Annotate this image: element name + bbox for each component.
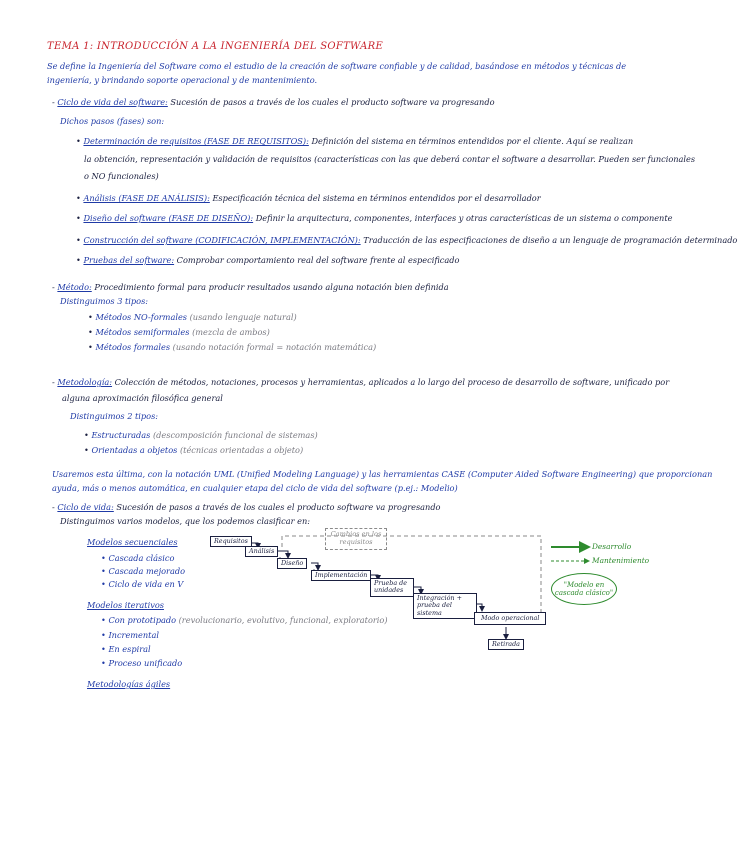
step-integracion: Integración + prueba del sistema [413, 593, 477, 619]
step-analisis: Análisis [245, 546, 278, 557]
metodologia-line2: alguna aproximación filosófica general [62, 393, 223, 403]
metodo-heading: Distinguimos 3 tipos: [60, 296, 149, 306]
metodo-item-2: • Métodos semiformales (mezcla de ambos) [88, 327, 270, 337]
fase-requisitos-line3: o NO funcionales) [84, 171, 159, 181]
step-prueba-unidades: Prueba de unidades [370, 578, 414, 597]
ciclo-software-term: Ciclo de vida del software: [57, 97, 168, 107]
fase-pruebas: • Pruebas del software: Comprobar comportamiento real del software frente al especificado [76, 255, 460, 265]
metodo-item-1: • Métodos NO-formales (usando lenguaje natural) [88, 312, 297, 322]
pasos-heading: Dichos pasos (fases) son: [60, 116, 165, 126]
metodologia-heading: Distinguimos 2 tipos: [70, 411, 159, 421]
modelos-iterativos-heading: Modelos iterativos [87, 600, 164, 610]
usaremos-line1: Usaremos esta última, con la notación UML (Unified Modeling Language) y las herramientas CASE (Computer Aided Software Engineering) que proporcionan [52, 469, 713, 479]
iterativo-item-2: • Incremental [101, 630, 159, 640]
step-implementacion: Implementación [311, 570, 371, 581]
ciclo-software-line: - Ciclo de vida del software: Sucesión de pasos a través de los cuales el producto software va progresando [52, 97, 495, 107]
fase-analisis: • Análisis (FASE DE ANÁLISIS): Especificación técnica del sistema en términos entendidos por el desarrollador [76, 193, 541, 203]
metodologia-item-1: • Estructuradas (descomposición funcional de sistemas) [84, 430, 318, 440]
modelos-secuenciales-heading: Modelos secuenciales [87, 537, 178, 547]
ciclo-software-def: Sucesión de pasos a través de los cuales el producto software va progresando [167, 97, 495, 107]
secuencial-item-3: • Ciclo de vida en V [101, 579, 184, 589]
ciclo-vida-heading: Distinguimos varios modelos, que los podemos clasificar en: [60, 516, 310, 526]
step-diseno: Diseño [277, 558, 307, 569]
secuencial-item-2: • Cascada mejorado [101, 566, 186, 576]
iterativo-item-1: • Con prototipado (revolucionario, evolutivo, funcional, exploratorio) [101, 615, 388, 625]
modelo-cascada-oval: "Modelo en cascada clásico" [551, 573, 617, 605]
cambios-requisitos-label: Cambios en los requisitos [325, 528, 387, 550]
fase-construccion: • Construcción del software (CODIFICACIÓN, IMPLEMENTACIÓN): Traducción de las especificaciones de diseño a un lenguaje de programación determinado [76, 235, 737, 245]
page-title: TEMA 1: INTRODUCCIÓN A LA INGENIERÍA DEL SOFTWARE [47, 41, 384, 52]
metodologia-item-2: • Orientadas a objetos (técnicas orientadas a objeto) [84, 445, 304, 455]
metodo-line: - Método: Procedimiento formal para producir resultados usando alguna notación bien definida [52, 282, 449, 292]
step-modo-operacional: Modo operacional [474, 612, 546, 625]
ciclo-vida-line: - Ciclo de vida: Sucesión de pasos a través de los cuales el producto software va progresando [52, 502, 441, 512]
metodologias-agiles-heading: Metodologías ágiles [87, 679, 171, 689]
fase-diseno: • Diseño del software (FASE DE DISEÑO): Definir la arquitectura, componentes, interfaces y otras características de un sistema o componente [76, 213, 673, 223]
step-requisitos: Requisitos [210, 536, 252, 547]
fase-requisitos-line2: la obtención, representación y validación de requisitos (características con las que deberá contar el software a desarrollar. Pueden ser funcionales [84, 154, 696, 164]
secuencial-item-1: • Cascada clásico [101, 553, 175, 563]
legend-mantenimiento: Mantenimiento [592, 556, 650, 565]
metodo-item-3: • Métodos formales (usando notación formal = notación matemática) [88, 342, 377, 352]
iterativo-item-3: • En espiral [101, 644, 151, 654]
step-retirada: Retirada [488, 639, 524, 650]
metodologia-line1: - Metodología: Colección de métodos, notaciones, procesos y herramientas, aplicados a lo largo del proceso de desarrollo de software, unificado por [52, 377, 670, 387]
legend-desarrollo: Desarrollo [592, 542, 632, 551]
fase-requisitos-line1: • Determinación de requisitos (FASE DE REQUISITOS): Definición del sistema en términos entendidos por el cliente. Aquí se realizan [76, 136, 634, 146]
usaremos-line2: ayuda, más o menos automática, en cualquier etapa del ciclo de vida del software (p.ej.: Modelio) [52, 483, 458, 493]
iterativo-item-4: • Proceso unificado [101, 658, 183, 668]
intro-line-2: ingeniería, y brindando soporte operacional y de mantenimiento. [47, 75, 318, 85]
intro-line-1: Se define la Ingeniería del Software como el estudio de la creación de software confiable y de calidad, basándose en métodos y técnicas de [47, 61, 627, 71]
